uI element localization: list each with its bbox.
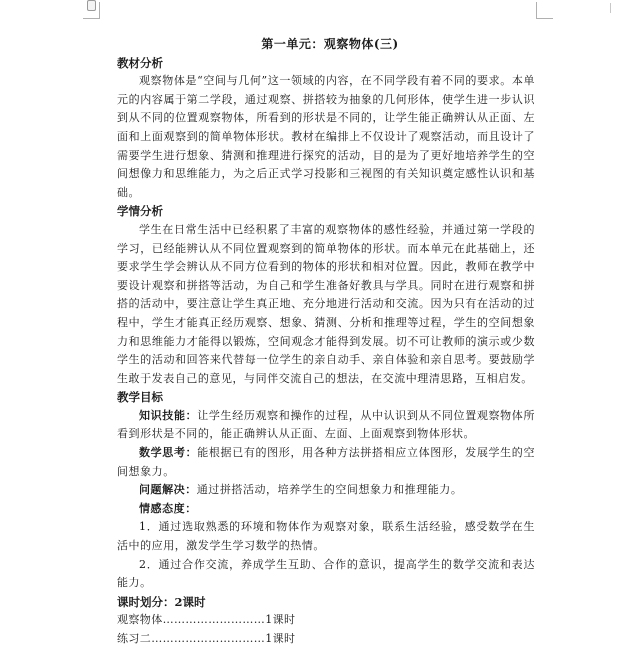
- page-corner-mark-right: [536, 2, 553, 19]
- heading-teaching-goals: 教学目标: [117, 390, 163, 405]
- heading-material-analysis: 教材分析: [117, 55, 163, 70]
- document-title: 第一单元：观察物体(三): [261, 37, 399, 51]
- goal-knowledge-label: 知识技能：: [139, 408, 198, 422]
- page-corner-mark-left: [83, 2, 100, 19]
- goal-problem-label: 问题解决：: [139, 483, 197, 497]
- goal-thinking-text: 能根据已有的图形，用各种方法拼搭相应立体图形，发展学生的空间想象力。: [117, 446, 535, 478]
- goal-attitude-item-2: 2．通过合作交流，养成学生互助、合作的意识，提高学生的数学交流和表达能力。: [117, 557, 535, 590]
- heading-class-schedule: 课时划分：2课时: [117, 594, 206, 609]
- goal-math-thinking: [117, 444, 535, 481]
- goal-attitude-label: 情感态度：: [139, 501, 197, 515]
- document-body[interactable]: [117, 35, 535, 649]
- goal-problem-solving: [117, 481, 535, 500]
- paragraph-material-analysis: 观察物体是“空间与几何”这一领域的内容，在不同学段有着不同的要求。本单元的内容属于第二学段，通过观察、拼搭较为抽象的几何形体，使学生进一步认识到从不同的位置观察物体，所看到的形状是不同的，让学生能正确辨认从正面、左面和上面观察到的简单物体形状。教材在编排上不仅设计了观察活动，而且设计了需要学生进行想象、猜测和推理进行探究的活动，目的是为了更好地培养学生的空间想像力和思维能力，为之后正式学习投影和三视图的有关知识奠定感性认识和基础。: [117, 74, 535, 199]
- schedule-item-1: 观察物体………………………1课时: [117, 613, 296, 627]
- paragraph-student-analysis: 学生在日常生活中已经积累了丰富的观察物体的感性经验，并通过第一学段的学习，已经能辨认从不同位置观察到的简单物体的形状。而本单元在此基础上，还要求学生学会辨认从不同方位看到的物体的形状和相对位置。因此，教师在教学中要设计观察和拼搭等活动，为自己和学生准备好教具与学具。同时在进行观察和拼搭的活动中，要注意让学生真正地、充分地进行活动和交流。因为只有在活动的过程中，学生才能真正经历观察、想象、猜测、分析和推理等过程，学生的空间想象力和思维能力才能得以锻炼，空间观念才能得到发展。切不可让教师的演示或少数学生的活动和回答来代替每一位学生的亲自动手、亲自体验和亲自思考。要鼓励学生敢于发表自己的意见，与同伴交流自己的想法，在交流中理清思路，互相启发。: [117, 222, 535, 385]
- goal-problem-text: 通过拼搭活动，培养学生的空间想象力和推理能力。: [196, 483, 463, 497]
- goal-attitude-label-line: [117, 500, 535, 519]
- goal-knowledge-skills: [117, 407, 535, 444]
- ruler-tick: [610, 3, 611, 13]
- goal-knowledge-text: 让学生经历观察和操作的过程，从中认识到从不同位置观察物体所看到形状是不同的，能正确辨认从正面、左面、上面观察到物体形状。: [117, 408, 535, 441]
- goal-attitude-item-1: 1．通过选取熟悉的环境和物体作为观察对象，联系生活经验，感受数学在生活中的应用，激发学生学习数学的热情。: [117, 520, 535, 553]
- heading-student-analysis: 学情分析: [117, 204, 163, 219]
- schedule-item-2: 练习二…………………………1课时: [117, 632, 296, 645]
- goal-thinking-label: 数学思考：: [139, 446, 198, 460]
